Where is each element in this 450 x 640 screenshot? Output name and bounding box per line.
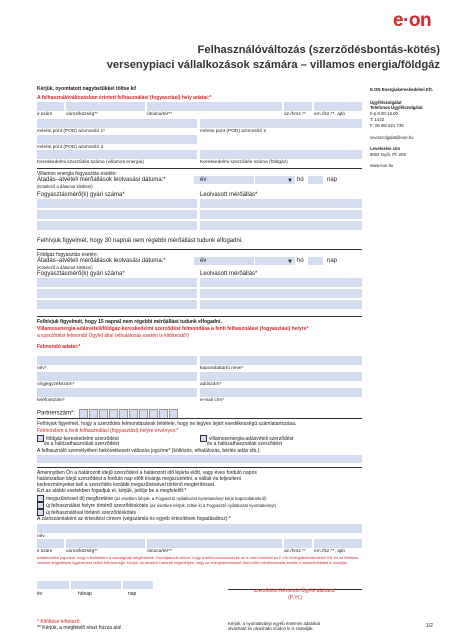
gas-date-sub: (Kötelező a dátumot kitölteni)	[37, 265, 93, 270]
el-meter-serial-label: Fogyasztásmérő(k) gyári száma*	[37, 192, 125, 198]
sidebar-post-title: Levelezési cím	[370, 146, 401, 151]
contract-electricity-field[interactable]	[37, 150, 197, 159]
title-line-1: Felhasználóváltozás (szerződésbontás-kötés)	[197, 44, 440, 56]
gas-meter-reading-3[interactable]	[200, 300, 362, 309]
intro-text: Kérjük, nyomtatott nagybetűkkel töltse ki!	[37, 86, 137, 92]
cap-pod3: mérési pont (POD) azonosító 3	[37, 145, 104, 150]
sidebar-web: www.eon.hu	[370, 163, 394, 168]
cap-floor: em./fsz.**, ajtó	[314, 112, 345, 117]
gas-meter-reading-2[interactable]	[200, 289, 362, 298]
company-reg-field[interactable]	[37, 372, 197, 381]
footnote-required: * Kitöltése kötelező.	[37, 619, 81, 625]
gas-day-label: nap	[327, 258, 338, 264]
terminate-heading: Felmondom a fenti felhasználási (fogyasztási) helyre érvényes:*	[37, 428, 179, 434]
contract-gas-field[interactable]	[200, 150, 362, 159]
el-date-day[interactable]	[308, 176, 323, 184]
sidebar-phone: T: 1422	[370, 117, 385, 122]
sign-date-day[interactable]	[123, 581, 153, 589]
section-address-title: A felhasználóváltozásban érintett felhasználási (fogyasztási) hely adatai:*	[37, 95, 212, 101]
cap-bill-house: az./hrsz.**	[284, 549, 306, 554]
sidebar-hours: h-p 8.00-16.00	[370, 111, 398, 116]
cap-street: út/utca/tér**	[147, 112, 173, 117]
page-number: 1/2	[426, 623, 433, 629]
gas-date-day[interactable]	[308, 257, 323, 265]
el-meter-reading-3[interactable]	[200, 221, 362, 230]
title-line-2: versenypiaci vállalkozások számára – villamos energia/földgáz	[106, 59, 440, 71]
bill-city-field[interactable]	[66, 539, 145, 548]
checkbox[interactable]	[37, 495, 44, 502]
para-line-1: Amennyiben Ön a határozott idejű szerződést a határozott idő lejárta előtt, vagy éves forduló napos	[37, 470, 257, 476]
option-new-place-note: (az esetben kérjük, töltse ki a Fogyasztó nyilatkozat nyomtatványt)	[149, 502, 277, 508]
cap-contract-gas: Kereskedelmi szerződés száma (földgáz)	[200, 160, 288, 165]
footer-note-1: Kérjük, a nyomtatványt egyéb értelmes adatokat	[228, 621, 320, 626]
final-bill-label: A zárószámlaként az értesítési címem (végszámla és egyéb értesítések fogadásához):*	[37, 516, 231, 522]
sidebar-post: 9002 Győr, Pf. 205	[370, 152, 406, 157]
option-new-user[interactable]	[37, 509, 136, 516]
el-meter-serial-3[interactable]	[37, 221, 197, 230]
sidebar-company: E.ON Energiakereskedelmi Kft.	[370, 87, 434, 92]
option-gas-label: földgáz-kereskedelmi szerződést	[46, 435, 119, 442]
sign-date-month[interactable]	[71, 581, 121, 589]
footnote-underline: ** Kérjük, a megfelelő részt húzza alá!	[37, 625, 122, 631]
cap-bill-zip: ir.szám	[37, 549, 53, 554]
gas-meter-reading-label: Leolvasott mérőállás*	[200, 271, 258, 277]
section-terminator-title: Felmondó adatai:*	[37, 344, 81, 350]
cap-bill-city: város/község**	[66, 549, 98, 554]
cap-tax: adószám*	[200, 382, 222, 387]
eon-logo: e·on	[393, 10, 432, 31]
el-meter-reading-1[interactable]	[200, 199, 362, 208]
signature-label: szerződést felmondó Ügyfél aláírása*	[253, 588, 337, 594]
cap-company-reg: cégjegyzékszám*	[37, 382, 75, 387]
stamp-label: (P. H.)	[288, 595, 302, 601]
checkbox[interactable]	[200, 435, 207, 442]
cap-zip: ir.szám	[37, 112, 53, 117]
gas-meter-serial-1[interactable]	[37, 278, 197, 287]
footer-note-2: olvasható és olvasható módon ki is csatolják.	[228, 626, 314, 631]
bill-street-field[interactable]	[147, 539, 282, 548]
phone-field[interactable]	[37, 388, 197, 397]
pod1-field[interactable]	[37, 119, 197, 128]
contact-name-field[interactable]	[200, 356, 362, 365]
notice-termination: Villamosenergia-adásvételi/földgáz-kereskedelmi szerződést felmondása a fenti felhasználási (fogyasztási) helyre*	[37, 326, 309, 332]
chevron-down-icon[interactable]: ▼	[287, 259, 293, 265]
pod2-field[interactable]	[200, 119, 362, 128]
electricity-date-sub: (Kötelező a dátumot kitölteni)	[37, 184, 93, 189]
name-field[interactable]	[37, 356, 197, 365]
notice-termination-sub: a szerződést felmondó Ügyfél által (elhalálozás esetén is kitöltendő!)	[37, 333, 189, 339]
email-field[interactable]	[200, 388, 362, 397]
para-line-2: határozatlan idejű szerződést a forduló nap előtt kívánja megszüntetni, a vállalt és teljesíteni	[37, 476, 241, 482]
sidebar-fax: F: 06 96/ 521 735	[370, 123, 404, 128]
el-month-label: hó	[297, 177, 304, 183]
change-reason-label: A felhasználó személyében bekövetkezett változás jogcíme* (költözés, elhalálozás, bérlés adás stb.):	[37, 448, 261, 454]
tax-number-field[interactable]	[200, 372, 362, 381]
option-fee[interactable]	[37, 495, 267, 502]
sidebar-office-sub: Telefonos Ügyfélszolgálat	[370, 105, 423, 110]
electricity-heading: Villamos energia fogyasztás esetén:	[37, 171, 117, 177]
el-meter-serial-2[interactable]	[37, 210, 197, 219]
option-new-user-label: új felhasználóval történő szerződéskötés	[46, 509, 137, 516]
bill-name-field[interactable]	[37, 524, 362, 533]
el-day-label: nap	[327, 177, 338, 183]
street-field[interactable]	[147, 102, 282, 111]
el-meter-reading-2[interactable]	[200, 210, 362, 219]
cap-phone: telefonszám*	[37, 398, 65, 403]
cap-email: e-mail cím*	[200, 398, 224, 403]
option-gas-network: és a hálózathasználati szerződést	[44, 441, 120, 447]
gas-heading: Földgáz fogyasztás esetén:	[37, 252, 98, 258]
option-new-place-label: új felhasználási helyre történő szerződéskötés	[46, 502, 149, 509]
option-electricity-network: és a hálózathasználati szerződést	[207, 441, 283, 447]
bill-house-field[interactable]	[284, 539, 312, 548]
sign-day-label: nap	[128, 591, 137, 597]
gas-year-label: év	[200, 258, 207, 264]
cap-name: név*	[37, 366, 47, 371]
option-new-place[interactable]	[37, 502, 276, 509]
gas-month-label: hó	[297, 258, 304, 264]
checkbox[interactable]	[37, 509, 44, 516]
el-meter-reading-label: Leolvasott mérőállás*	[200, 192, 258, 198]
sign-month-label: hónap	[78, 591, 92, 597]
sidebar-office-title: Ügyfélszolgálat	[370, 100, 402, 105]
bill-floor-field[interactable]	[314, 539, 362, 548]
gas-meter-serial-2[interactable]	[37, 289, 197, 298]
el-meter-serial-1[interactable]	[37, 199, 197, 208]
cap-house: az./hrsz.**	[284, 112, 306, 117]
option-electricity-label: villamosenergia-adásvételi szerződést	[209, 435, 294, 442]
notice-15-days: Felhívjuk figyelmét, hogy 15 napnál nem régebbi mérőállást tudunk elfogadni.	[37, 319, 222, 325]
para-line-3: kedvezményeket kell a szerződés korábbi megszűnésével történő megtérítéssel.	[37, 482, 216, 488]
cap-contact: kapcsolattartó neve*	[200, 366, 244, 371]
cap-pod1: mérési pont (POD) azonosító 1*	[37, 129, 105, 134]
sign-year-label: év	[37, 591, 43, 597]
option-fee-label: megszűnéssel díj megfizetése	[46, 495, 113, 502]
checkbox[interactable]	[37, 435, 44, 442]
floor-door-field[interactable]	[314, 102, 362, 111]
gas-meter-reading-1[interactable]	[200, 278, 362, 287]
cap-city: város/község**	[66, 112, 98, 117]
sidebar-email: vevoszolgalat@eon.hu	[370, 135, 414, 140]
consent-paragraph: Adatkezelési jogunkat, hogy a fentiekben a valóságnak megfelelnek. Hozzájárulok ahhoz, hogy a telefonszámomat és az e-mail címemet az E.ON Energiakereskedelmi Kft. és az illetékes elosztói engedélyes ügyintézési célból felhasználja. Kérjük, az elosztói hálózati engedélyes, vagy az energiakereskedő által előírt mérőleolvasás esetén a zárómérőállást is közöljük.	[37, 555, 359, 565]
gas-date-label: Átadás–átvételi mérőállások leolvasási dátuma:*	[37, 258, 166, 264]
bill-zip-field[interactable]	[37, 539, 64, 548]
cap-bill-floor: em./fsz.**, ajtó	[314, 549, 345, 554]
chevron-down-icon[interactable]: ▼	[287, 178, 293, 184]
electricity-date-label: Átadás–átvételi mérőállások leolvasási dátuma:*	[37, 177, 166, 183]
cap-contract-el: Kereskedelmi szerződés száma (villamos energia)	[37, 160, 144, 165]
option-fee-note: (az esetben kérjük, a Fogyasztó nyilatkozat nyomtatványt kérje kapcsolatunkról)	[114, 495, 267, 501]
notice-30-days: Felhívjuk figyelmét, hogy 30 napnál nem régebbi mérőállást tudunk elfogadni.	[37, 238, 243, 244]
house-number-field[interactable]	[284, 102, 312, 111]
el-year-label: év	[200, 177, 207, 183]
cap-bill-street: út/utca/tér**	[147, 549, 173, 554]
cap-bill-name: név	[37, 534, 45, 539]
para-line-4: Ezt az alábbi esetekben fogadjuk el, kérjük, jelölje be a megfelelőt:*	[37, 488, 187, 494]
gas-meter-serial-3[interactable]	[37, 300, 197, 309]
city-field[interactable]	[66, 102, 145, 111]
zip-field[interactable]	[37, 102, 64, 111]
notice-debt: Felhívjuk figyelmét, hogy a szerződés felmondásának feltétele, hogy ne legyen lejárt esedékességű számlatartozása.	[37, 421, 297, 427]
pod3-field[interactable]	[37, 135, 197, 144]
cap-pod2: mérési pont (POD) azonosító 2	[200, 129, 267, 134]
gas-meter-serial-label: Fogyasztásmérő(k) gyári száma*	[37, 271, 125, 277]
change-reason-field[interactable]	[37, 455, 362, 463]
sign-date-year[interactable]	[37, 581, 69, 589]
partner-number-label: Partnerszám*:	[37, 410, 76, 417]
checkbox[interactable]	[37, 502, 44, 509]
